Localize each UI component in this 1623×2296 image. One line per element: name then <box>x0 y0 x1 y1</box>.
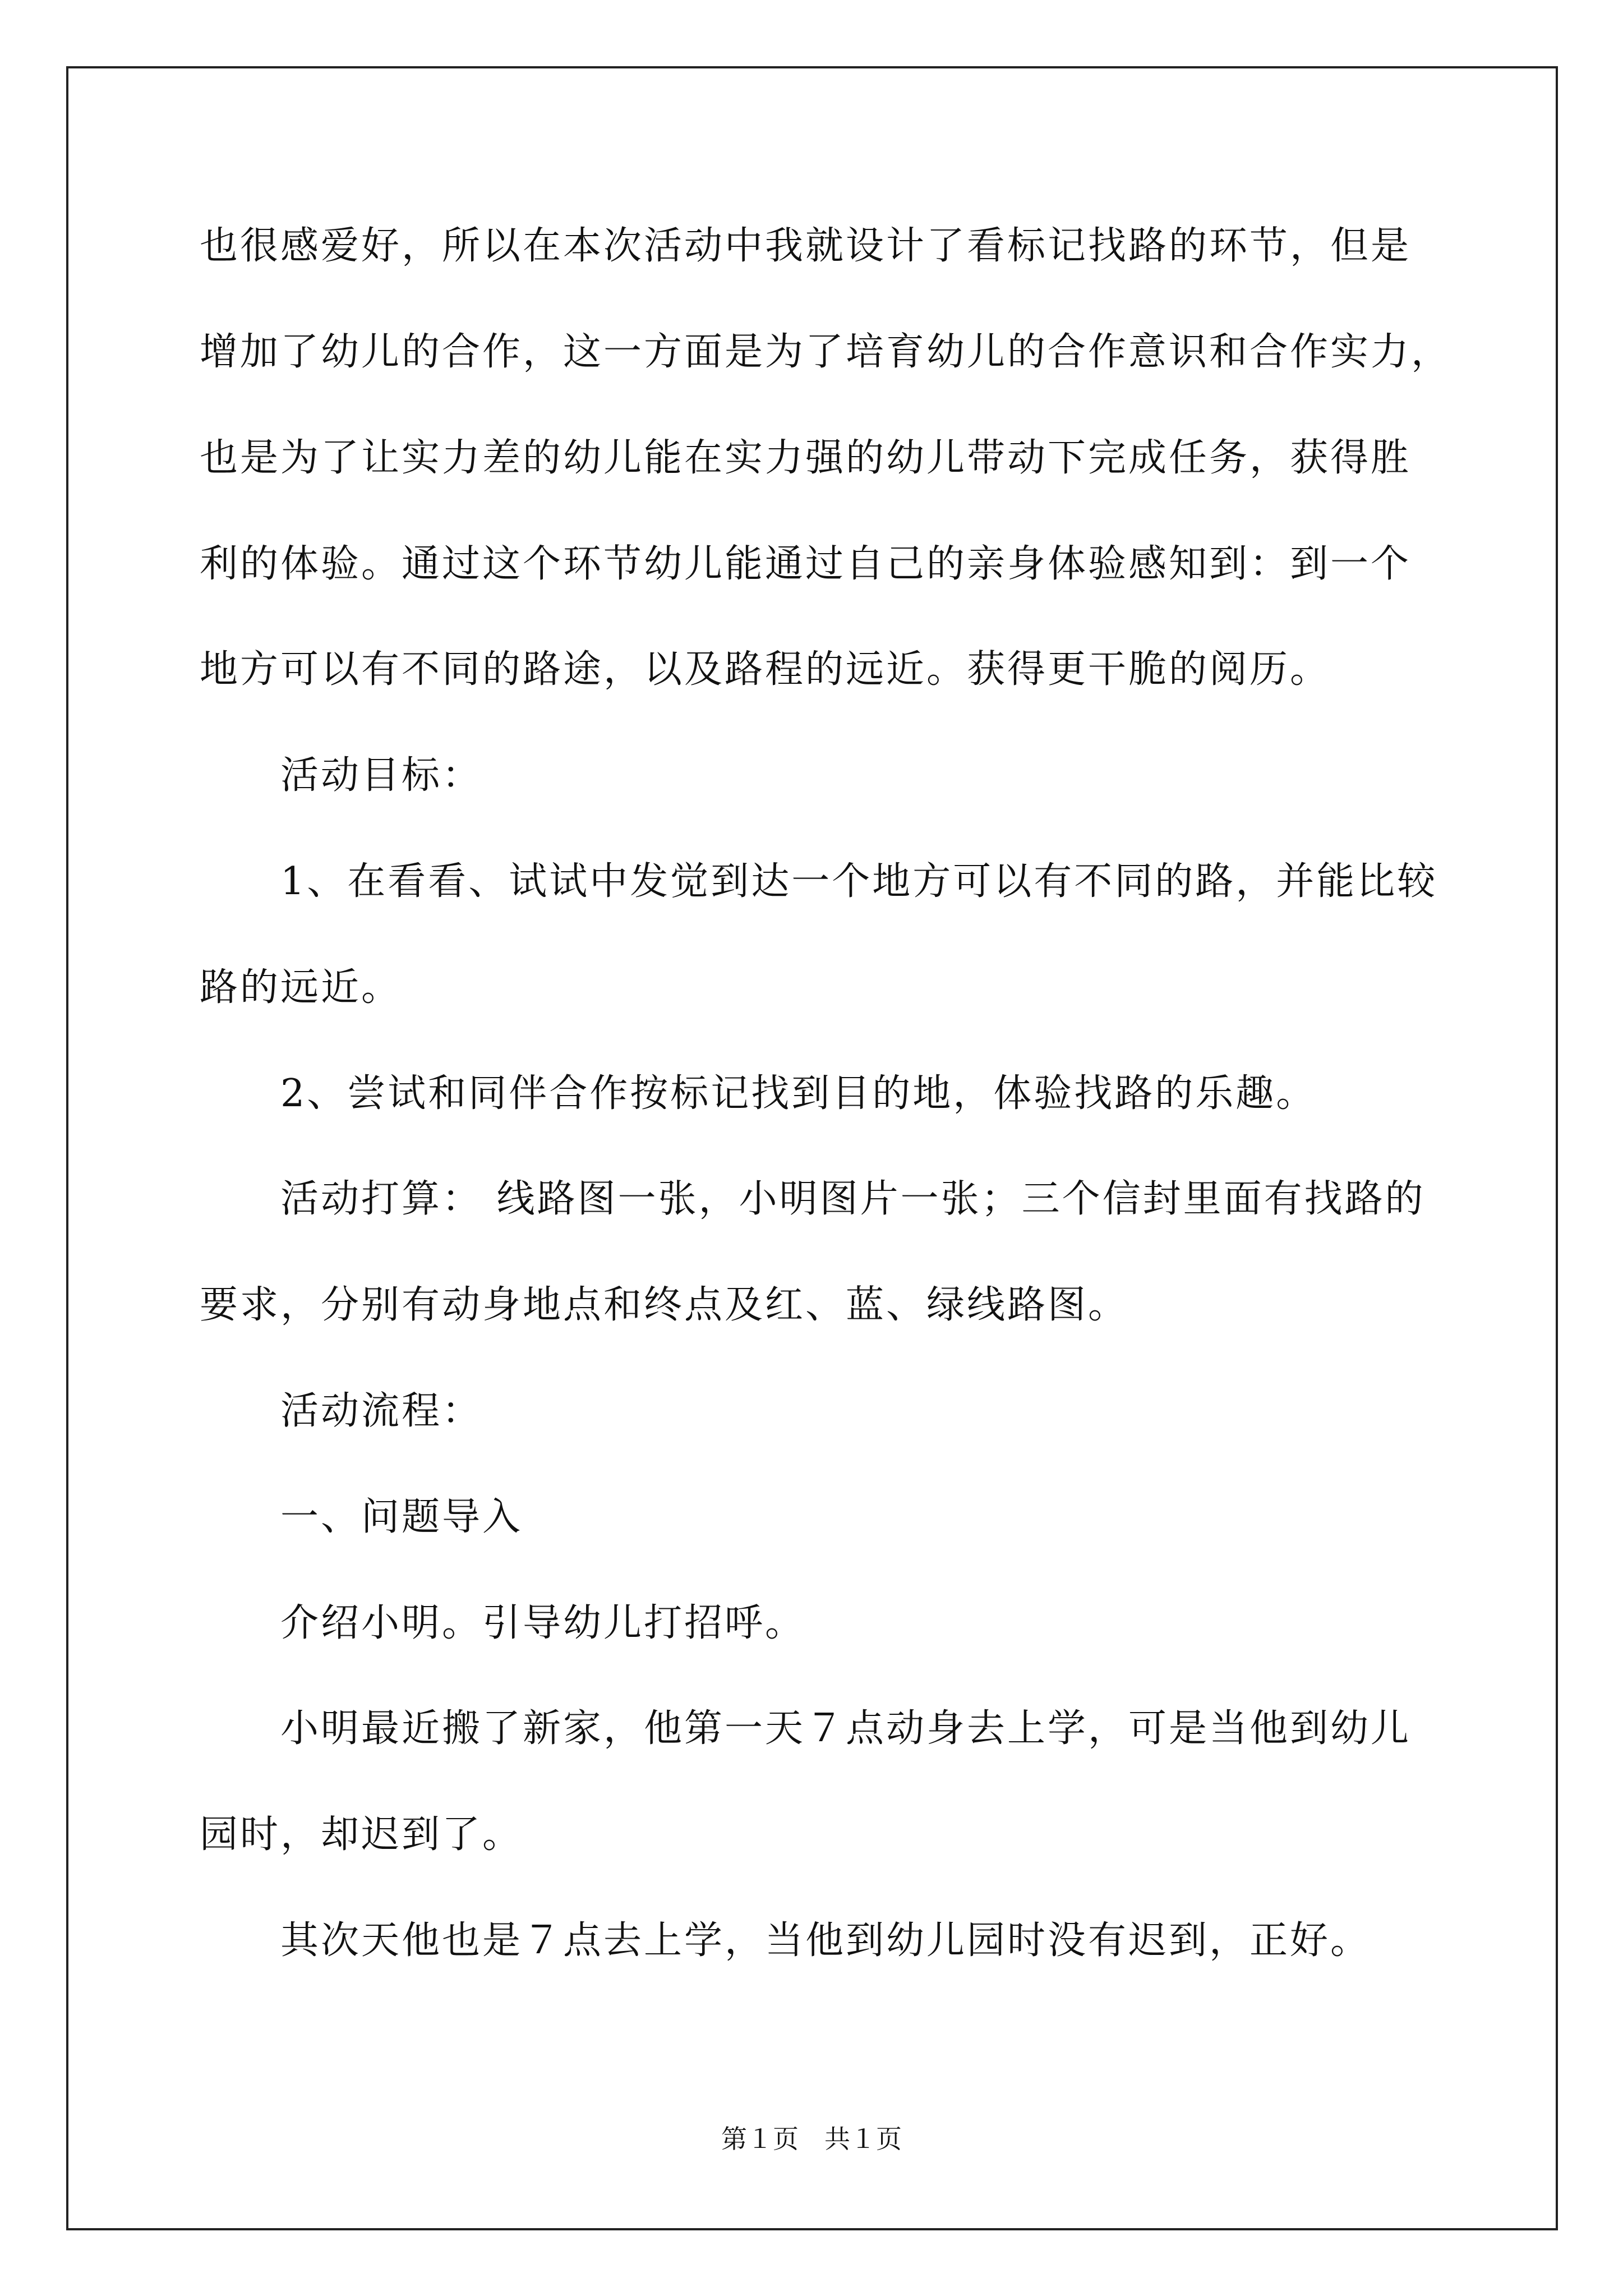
paragraph-line: 小明最近搬了新家，他第一天７点动身去上学，可是当他到幼儿 <box>280 1706 1412 1751</box>
goal-item-2: 2、尝试和同伴合作按标记找到目的地，体验找路的乐趣。 <box>280 1071 1317 1116</box>
section-heading-goals: 活动目标： <box>280 753 483 798</box>
preparation-line-continued: 要求，分别有动身地点和终点及红、蓝、绿线路图。 <box>200 1283 1129 1327</box>
paragraph-line: 地方可以有不同的路途，以及路程的远近。获得更干脆的阅历。 <box>200 647 1331 692</box>
paragraph-line: 园时，却迟到了。 <box>200 1812 523 1857</box>
page-footer: 第１页 共１页 <box>721 2124 902 2154</box>
goal-item-1-continued: 路的远近。 <box>200 965 402 1010</box>
page-border <box>66 66 1558 2230</box>
paragraph-line: 也很感爱好，所以在本次活动中我就设计了看标记找路的环节，但是 <box>200 224 1412 268</box>
paragraph-line: 增加了幼儿的合作，这一方面是为了培育幼儿的合作意识和合作实力， <box>200 330 1452 374</box>
paragraph-line: 介绍小明。引导幼儿打招呼。 <box>280 1601 806 1645</box>
section-heading-process: 活动流程： <box>280 1389 483 1433</box>
preparation-line: 活动打算： 线路图一张，小明图片一张；三个信封里面有找路的 <box>280 1177 1426 1221</box>
paragraph-line: 利的体验。通过这个环节幼儿能通过自己的亲身体验感知到：到一个 <box>200 542 1412 586</box>
paragraph-line: 其次天他也是７点去上学，当他到幼儿园时没有迟到，正好。 <box>280 1918 1371 1963</box>
subheading-question-intro: 一、问题导入 <box>280 1495 523 1539</box>
paragraph-line: 也是为了让实力差的幼儿能在实力强的幼儿带动下完成任务，获得胜 <box>200 436 1412 480</box>
goal-item-1: 1、在看看、试试中发觉到达一个地方可以有不同的路，并能比较 <box>280 859 1438 904</box>
